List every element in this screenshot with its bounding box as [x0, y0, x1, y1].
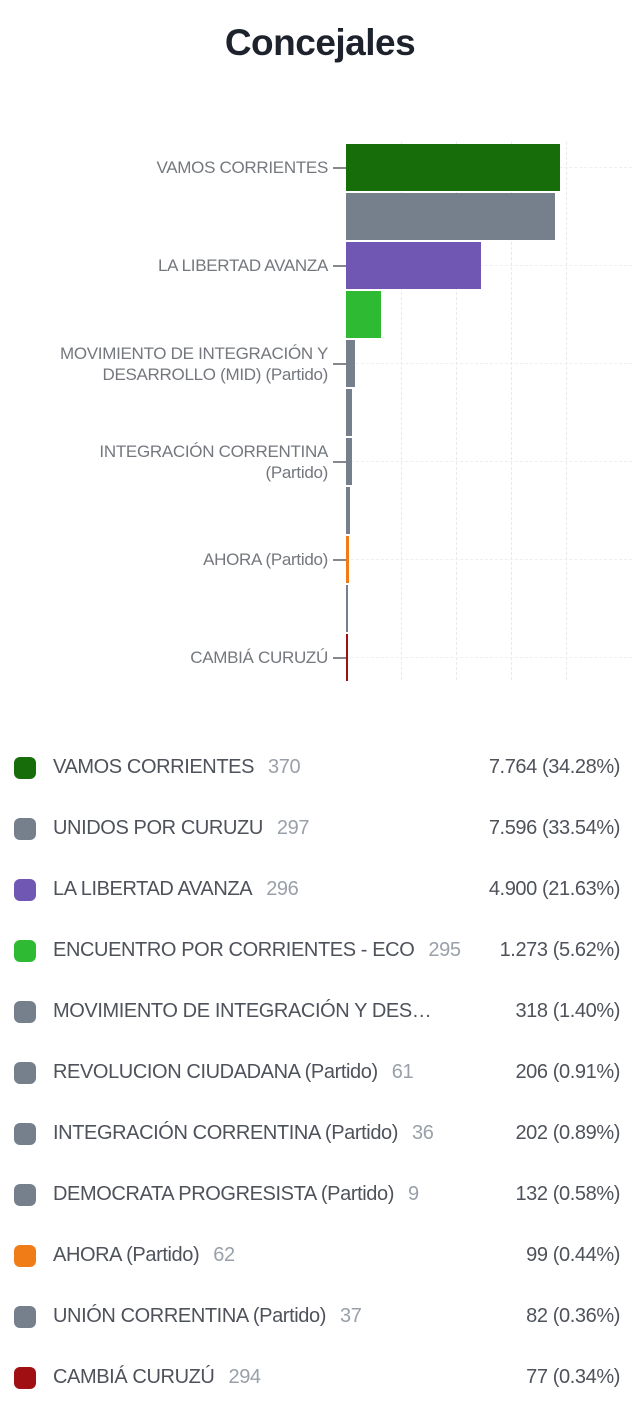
chart-row	[0, 486, 640, 535]
chart-row	[0, 584, 640, 633]
legend-party-count: 370	[268, 756, 301, 778]
legend-row	[0, 1164, 640, 1225]
axis-label: CAMBIÁ CURUZÚ	[190, 648, 328, 667]
chart-bar	[346, 389, 352, 436]
legend-swatch	[14, 1184, 36, 1206]
legend-row	[0, 1042, 640, 1103]
legend-party-count: 62	[213, 1244, 235, 1266]
axis-tick	[333, 657, 346, 659]
chart-rows	[0, 140, 640, 682]
legend-party-name: AHORA (Partido)	[53, 1244, 200, 1266]
chart-row	[0, 290, 640, 339]
chart-bar	[346, 144, 560, 191]
legend-party-count: 296	[266, 878, 299, 900]
axis-label-cell	[0, 441, 346, 483]
legend-votes-value: 206 (0.91%)	[515, 1061, 620, 1083]
chart-row	[0, 241, 640, 290]
legend-row	[0, 1103, 640, 1164]
axis-tick	[333, 265, 346, 267]
legend-swatch	[14, 1367, 36, 1389]
legend-row	[0, 981, 640, 1042]
legend-swatch	[14, 1123, 36, 1145]
axis-tick	[333, 559, 346, 561]
legend-row	[0, 1347, 640, 1408]
axis-label: AHORA (Partido)	[203, 550, 328, 569]
chart-bar	[346, 585, 348, 632]
legend-row	[0, 920, 640, 981]
legend-party-count: 297	[276, 817, 310, 839]
legend-swatch	[14, 1062, 36, 1084]
legend-votes-value: 77 (0.34%)	[526, 1366, 620, 1388]
legend-votes-value: 202 (0.89%)	[515, 1122, 620, 1144]
chart-row	[0, 388, 640, 437]
legend-votes-value: 99 (0.44%)	[526, 1244, 620, 1266]
legend-votes-value: 132 (0.58%)	[515, 1183, 620, 1205]
legend-row	[0, 737, 640, 798]
legend-votes-value: 318 (1.40%)	[515, 1000, 620, 1022]
bar-chart	[0, 140, 640, 688]
chart-bar	[346, 193, 555, 240]
chart-bar	[346, 340, 355, 387]
chart-row	[0, 437, 640, 486]
chart-bar	[346, 487, 350, 534]
axis-tick	[333, 167, 346, 169]
legend-party-name: CAMBIÁ CURUZÚ	[53, 1366, 215, 1388]
chart-bar	[346, 536, 349, 583]
legend-votes-value: 7.764 (34.28%)	[488, 756, 620, 778]
legend-party-count: 294	[228, 1366, 261, 1388]
legend-row	[0, 859, 640, 920]
legend-swatch	[14, 1001, 36, 1023]
legend-votes-value: 82 (0.36%)	[526, 1305, 620, 1327]
legend-party-name: VAMOS CORRIENTES	[53, 756, 255, 778]
legend-votes-value: 7.596 (33.54%)	[488, 817, 620, 839]
legend-party-name: ENCUENTRO POR CORRIENTES - ECO	[53, 939, 415, 961]
axis-label-cell	[0, 157, 346, 178]
legend-party-count: 295	[428, 939, 461, 961]
legend-swatch	[14, 940, 36, 962]
chart-row	[0, 633, 640, 682]
axis-label: VAMOS CORRIENTES	[156, 158, 328, 177]
axis-tick	[333, 461, 346, 463]
page-title: Concejales	[224, 22, 416, 63]
axis-label: MOVIMIENTO DE INTEGRACIÓN Y DESARROLLO (MID) (Partido)	[59, 343, 328, 384]
legend-party-count: 9	[408, 1183, 419, 1205]
chart-bar	[346, 242, 481, 289]
legend-party-name: UNIÓN CORRENTINA (Partido)	[53, 1305, 326, 1327]
legend-row	[0, 1225, 640, 1286]
chart-bar	[346, 438, 352, 485]
legend-party-count: 61	[391, 1061, 414, 1083]
chart-row	[0, 339, 640, 388]
legend-party-name: DEMOCRATA PROGRESISTA (Partido)	[53, 1183, 394, 1205]
axis-label-cell	[0, 255, 346, 276]
legend-party-name: INTEGRACIÓN CORRENTINA (Partido)	[53, 1122, 399, 1144]
chart-row	[0, 192, 640, 241]
axis-label-cell	[0, 343, 346, 385]
legend-row	[0, 798, 640, 859]
axis-label: INTEGRACIÓN CORRENTINA (Partido)	[99, 441, 328, 482]
chart-row	[0, 143, 640, 192]
legend-votes-value: 4.900 (21.63%)	[488, 878, 620, 900]
legend-party-name: LA LIBERTAD AVANZA	[53, 878, 253, 900]
legend-votes-value: 1.273 (5.62%)	[499, 939, 620, 961]
legend-swatch	[14, 818, 36, 840]
legend-swatch	[14, 1245, 36, 1267]
legend-swatch	[14, 1306, 36, 1328]
legend-party-name: MOVIMIENTO DE INTEGRACIÓN Y DES…	[53, 1000, 432, 1022]
axis-tick	[333, 363, 346, 365]
legend-party-count: 36	[412, 1122, 434, 1144]
legend-row	[0, 1286, 640, 1347]
legend-swatch	[14, 757, 36, 779]
chart-bar	[346, 634, 348, 681]
axis-label-cell	[0, 647, 346, 668]
legend-party-name: UNIDOS POR CURUZU	[53, 817, 263, 839]
axis-label: LA LIBERTAD AVANZA	[157, 256, 328, 275]
legend-party-count: 37	[339, 1305, 362, 1327]
chart-legend	[0, 737, 640, 1408]
legend-swatch	[14, 879, 36, 901]
chart-row	[0, 535, 640, 584]
legend-party-name: REVOLUCION CIUDADANA (Partido)	[53, 1061, 378, 1083]
axis-label-cell	[0, 549, 346, 570]
chart-bar	[346, 291, 381, 338]
